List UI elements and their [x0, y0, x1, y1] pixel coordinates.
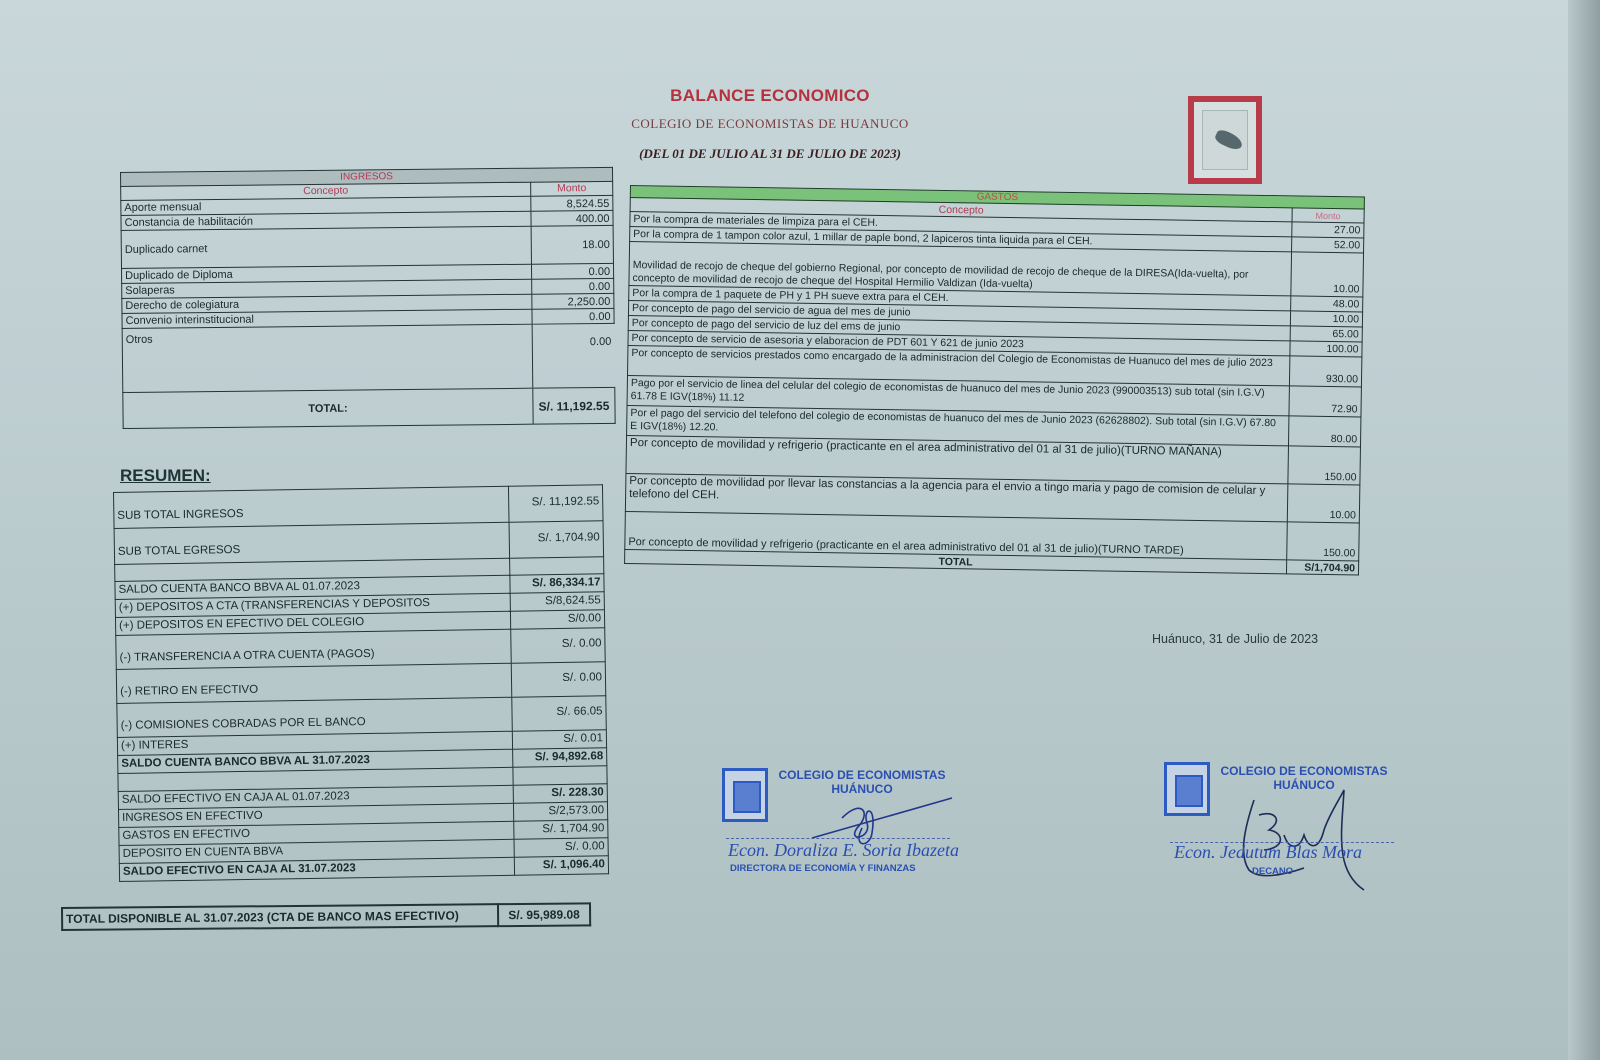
total-value: S/. 11,192.55	[533, 387, 615, 424]
row-monto: 400.00	[531, 210, 613, 226]
stamp-org-line2: HUÁNUCO	[1273, 778, 1335, 792]
row-concepto: Por concepto de pago del servicio de agua del mes de junio	[628, 300, 1290, 325]
signature-line	[726, 838, 950, 839]
row-value: S/. 1,096.40	[514, 856, 608, 875]
row-label: GASTOS EN EFECTIVO	[119, 821, 514, 845]
row-concepto: Derecho de colegiatura	[122, 294, 532, 313]
col-monto: Monto	[531, 181, 613, 196]
row-label: DEPOSITO EN CUENTA BBVA	[119, 839, 514, 863]
ingresos-total-row	[123, 387, 615, 428]
row-value: S/. 66.05	[512, 696, 607, 731]
document-header	[560, 86, 980, 162]
row-monto: 80.00	[1288, 416, 1360, 447]
resumen-title: RESUMEN:	[120, 466, 211, 485]
row-value: S/. 0.00	[511, 628, 606, 663]
row-value: S/. 86,334.17	[510, 574, 604, 593]
row-monto: 18.00	[531, 225, 613, 264]
row-value: S/. 1,704.90	[509, 521, 604, 558]
total-value: S/1,704.90	[1286, 560, 1358, 575]
row-label: SUB TOTAL EGRESOS	[114, 522, 510, 564]
row-monto: 0.00	[531, 263, 613, 279]
row-monto: 10.00	[1291, 252, 1364, 297]
logo-inner	[1202, 110, 1248, 170]
table-row	[121, 225, 613, 268]
row-concepto: Duplicado carnet	[121, 226, 531, 268]
total-disponible-row	[62, 903, 590, 930]
blank-cell	[513, 766, 607, 785]
row-monto: 150.00	[1287, 522, 1360, 561]
row-label: SALDO EFECTIVO EN CAJA AL 31.07.2023	[119, 857, 514, 881]
stamp-org-line1: COLEGIO DE ECONOMISTAS	[778, 768, 946, 782]
row-concepto: Convenio interinstitucional	[122, 309, 532, 328]
row-concepto: Por concepto de pago del servicio de luz del ems de junio	[628, 315, 1290, 340]
row-concepto: Por concepto de servicios prestados como encargado de la administracion del Colegio de Economistas de Huanuco del mes de julio 2023	[628, 345, 1290, 385]
total-label: TOTAL:	[123, 388, 533, 428]
row-label: SUB TOTAL INGRESOS	[114, 486, 510, 528]
row-label: (+) DEPOSITOS EN EFECTIVO DEL COLEGIO	[115, 611, 510, 635]
total-disponible-value: S/. 95,989.08	[498, 903, 590, 926]
college-logo-icon	[1188, 96, 1262, 184]
handwritten-signature-icon	[1164, 760, 1404, 900]
row-monto: 2,250.00	[532, 293, 614, 309]
place-date: Huánuco, 31 de Julio de 2023	[1152, 632, 1319, 646]
col-concepto: Concepto	[121, 182, 531, 200]
row-label: SALDO EFECTIVO EN CAJA AL 01.07.2023	[118, 785, 513, 809]
gastos-title: GASTOS	[630, 186, 1364, 210]
ingresos-title: INGRESOS	[121, 167, 613, 186]
row-monto: 27.00	[1292, 222, 1364, 238]
row-monto: 8,524.55	[531, 195, 613, 211]
row-monto: 0.00	[532, 323, 615, 388]
row-monto: 10.00	[1290, 311, 1362, 327]
stamp-org-line2: HUÁNUCO	[831, 782, 893, 796]
row-concepto: Por concepto de servicio de asesoria y elaboracion de PDT 601 Y 621 de junio 2023	[628, 330, 1290, 355]
row-value: S/. 11,192.55	[508, 485, 603, 522]
row-value: S/0.00	[510, 610, 604, 629]
signature-block-director	[722, 768, 962, 888]
blank-cell	[510, 557, 604, 575]
total-disponible-label: TOTAL DISPONIBLE AL 31.07.2023 (CTA DE BANCO MAS EFECTIVO)	[62, 904, 498, 930]
row-monto: 0.00	[532, 278, 614, 294]
paper-edge	[1568, 0, 1600, 1060]
row-concepto: Movilidad de recojo de cheque del gobierno Regional, por concepto de movilidad de recojo de cheque de la DIRESA(Ida-vuelta), por concepto de movilidad de recojo de cheque del Hospital Hermilio Valdizan (Ida-vuelta)	[629, 242, 1292, 296]
row-concepto: Aporte mensual	[121, 196, 531, 215]
row-monto: 100.00	[1290, 341, 1362, 357]
total-disponible-table	[61, 902, 591, 931]
row-monto: 48.00	[1291, 296, 1363, 312]
row-label: (-) COMISIONES COBRADAS POR EL BANCO	[117, 697, 512, 737]
row-label: SALDO CUENTA BANCO BBVA AL 01.07.2023	[115, 575, 510, 599]
row-concepto: Por concepto de movilidad y refrigerio (practicante en el area administrativo del 01 al 31 de julio)(TURNO MAÑANA)	[626, 435, 1289, 483]
row-concepto: Constancia de habilitación	[121, 211, 531, 230]
signer-role: DECANO	[1252, 866, 1294, 877]
row-monto: 150.00	[1288, 446, 1361, 485]
table-row	[122, 323, 615, 392]
signature-block-dean	[1164, 760, 1404, 900]
document-title: BALANCE ECONOMICO	[670, 86, 870, 105]
row-value: S/. 228.30	[513, 784, 607, 803]
row-value: S/8,624.55	[510, 592, 604, 611]
row-label: INGRESOS EN EFECTIVO	[118, 803, 513, 827]
row-value: S/. 1,704.90	[514, 820, 608, 839]
col-monto: Monto	[1292, 208, 1364, 223]
row-concepto: Solaperas	[122, 279, 532, 298]
col-concepto: Concepto	[630, 198, 1292, 222]
row-value: S/. 0.00	[514, 838, 608, 857]
signer-role: DIRECTORA DE ECONOMÍA Y FINANZAS	[730, 863, 916, 874]
resumen-table	[113, 484, 609, 882]
row-value: S/2,573.00	[513, 802, 607, 821]
row-label: SALDO CUENTA BANCO BBVA AL 31.07.2023	[118, 749, 513, 773]
row-monto: 930.00	[1289, 356, 1361, 387]
row-concepto: Pago por el servicio de linea del celular del colegio de economistas de huanuco del mes de Junio 2023 (990003513) sub total (sin I.G.V) 61.78 E IGV(18%) 11.12	[627, 375, 1289, 415]
map-icon	[1213, 128, 1244, 153]
row-concepto: Por la compra de 1 paquete de PH y 1 PH sueve extra para el CEH.	[629, 285, 1291, 310]
row-monto: 52.00	[1292, 237, 1364, 253]
ingresos-table	[120, 167, 616, 429]
signer-name: Econ. Jedutum Blas Mora	[1174, 842, 1362, 862]
row-concepto: Por concepto de movilidad y refrigerio (practicante en el area administrativo del 01 al 31 de julio)(TURNO TARDE)	[625, 511, 1288, 559]
organization-name: COLEGIO DE ECONOMISTAS DE HUANUCO	[631, 116, 909, 131]
row-monto: 0.00	[532, 308, 614, 324]
row-monto: 72.90	[1289, 386, 1361, 417]
row-concepto: Por concepto de movilidad por llevar las constancias a la agencia para el envio a tingo maria y pago de comision de celular y telefono del CEH.	[625, 473, 1288, 521]
total-label: TOTAL	[625, 549, 1287, 573]
report-period: (DEL 01 DE JULIO AL 31 DE JULIO DE 2023)	[639, 146, 901, 161]
row-concepto: Por la compra de materiales de limpiza para el CEH.	[630, 212, 1292, 237]
row-label: (+) DEPOSITOS A CTA (TRANSFERENCIAS Y DEPOSITOS	[115, 593, 510, 617]
row-concepto: Duplicado de Diploma	[122, 264, 532, 283]
row-monto: 65.00	[1290, 326, 1362, 342]
row-concepto: Por el pago del servicio del telefono del colegio de economistas de huanuco del mes de Junio 2023 (62628802). Sub total (sin I.G.V) 67.80 E IGV(18%) 12.20.	[627, 405, 1289, 445]
gastos-table	[624, 185, 1365, 575]
row-label: (-) RETIRO EN EFECTIVO	[116, 663, 511, 703]
row-label: (+) INTERES	[117, 731, 512, 755]
row-concepto: Por la compra de 1 tampon color azul, 1 millar de paple bond, 2 lapiceros tinta liquida para el CEH.	[630, 227, 1292, 252]
signer-name: Econ. Doraliza E. Soria Ibazeta	[728, 840, 959, 860]
row-value: S/. 0.00	[511, 662, 606, 697]
row-label: (-) TRANSFERENCIA A OTRA CUENTA (PAGOS)	[116, 629, 511, 669]
row-monto: 10.00	[1287, 484, 1360, 523]
stamp-org-line1: COLEGIO DE ECONOMISTAS	[1220, 764, 1388, 778]
row-concepto: Otros	[122, 324, 533, 392]
row-value: S/. 94,892.68	[513, 748, 607, 767]
row-value: S/. 0.01	[512, 730, 606, 749]
